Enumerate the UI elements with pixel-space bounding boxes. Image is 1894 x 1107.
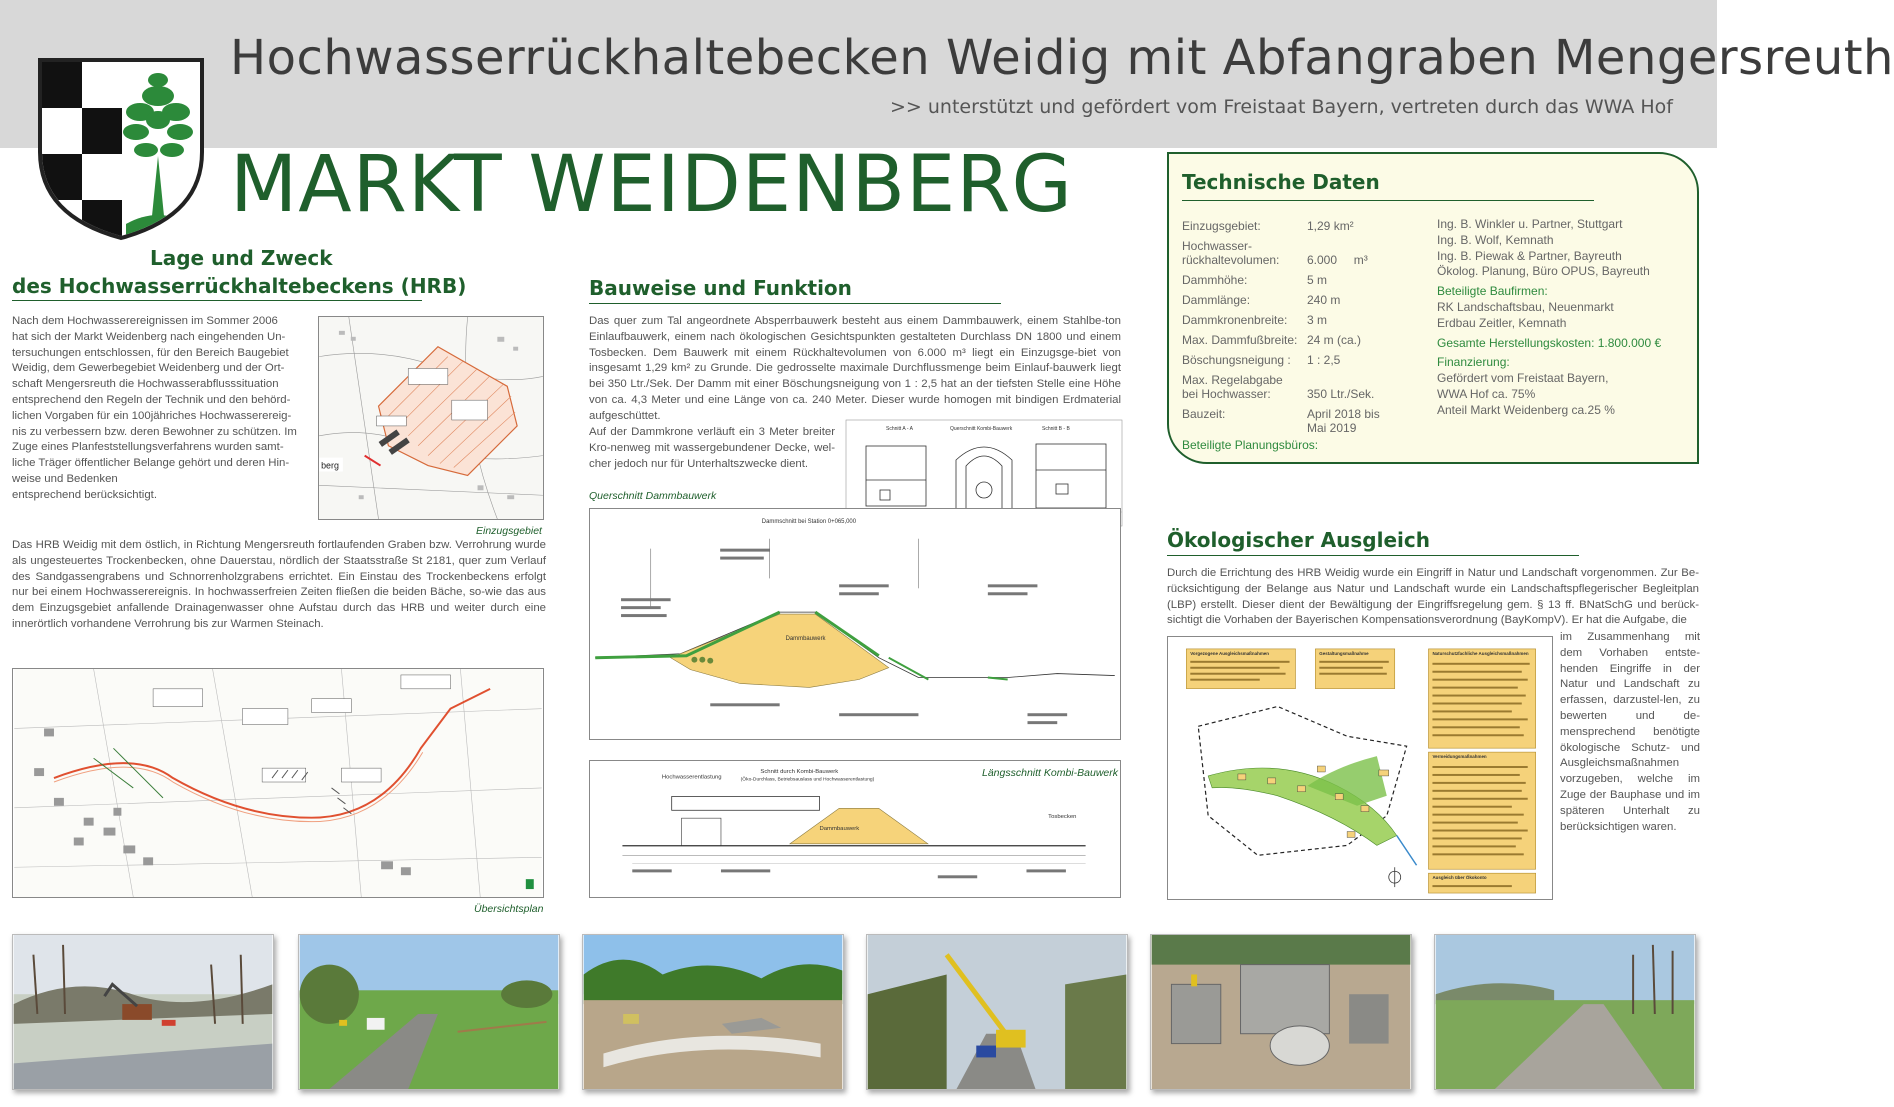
tech-key-regelabgabe-1: Max. Regelabgabe — [1182, 373, 1283, 387]
svg-text:Dammbauwerk: Dammbauwerk — [819, 825, 860, 832]
tech-planungsbueros-label: Beteiligte Planungsbüros: — [1182, 438, 1319, 452]
uebersichtsplan-map — [12, 668, 544, 898]
svg-text:Querschnitt Kombi-Bauwerk: Querschnitt Kombi-Bauwerk — [950, 426, 1013, 432]
svg-text:Schnitt durch Kombi-Bauwerk: Schnitt durch Kombi-Bauwerk — [760, 768, 839, 775]
bauweise-paragraph: Das quer zum Tal angeordnete Absperrbauwerk besteht aus einem Dammbauwerk, einem Stahlbe-ton Einlaufbauwerk, einem nach ökologischen Gesichtspunkten gestalteten Durchlass DN 1800 und einem Tosbecken. Dem Bauwerk mit einem Rückhaltevolumen von 6.000 m³ liegt ein Einzugsge-biet von insgesamt 1,29 km² zu Grunde. Die gedrosselte maximale Durchflussmenge beim Einlauf-bauwerk liegt bei 350 Ltr./Sek. Der Damm mit einer Böschungsneigung von 1 : 2,5 hat an der tiefsten Stelle eine Höhe von ca. 4,3 Meter und eine Länge von ca. 240 Meter. Dieser wurde homogen mit bindigen Erdmaterial aufgeschüttet. — [589, 315, 1121, 422]
einzugsgebiet-map — [318, 316, 544, 520]
oekologie-paragraph-narrow: im Zusammenhang mit dem Vorhaben entste-henden Eingriffe in der Natur und Landschaft zu erfassen, darzustel-len, zu bewerten und de-mensprechend benötigte ökologische Schutz- und Ausgleichsmaßnahmen vorzugeben, welche im Zuge der Bauphase und im späteren Unterhalt zu berücksichtigen waren. — [1560, 631, 1700, 833]
svg-text:Hochwasserentlastung: Hochwasserentlastung — [661, 774, 722, 781]
map-town-label: berg — [321, 460, 339, 471]
tech-key-dammhoehe: Dammhöhe: — [1182, 273, 1248, 287]
tech-value-dammfussbreite: 24 m (ca.) — [1307, 333, 1362, 347]
photo-field-road — [298, 934, 560, 1090]
bauweise-rule — [589, 303, 1001, 304]
svg-text:Ausgleich über Ökokonto: Ausgleich über Ökokonto — [1432, 875, 1487, 881]
tech-value-boeschung: 1 : 2,5 — [1307, 353, 1341, 367]
tech-value-bauzeit-2: Mai 2019 — [1307, 421, 1357, 435]
lage-heading-1: Lage und Zweck — [150, 246, 333, 270]
photo-finished-dam — [1434, 934, 1696, 1090]
lage-rule — [12, 300, 422, 301]
tech-value-kronenbreite: 3 m — [1307, 313, 1328, 327]
svg-text:Gestaltungsmaßnahme: Gestaltungsmaßnahme — [1319, 650, 1369, 656]
technische-daten-heading: Technische Daten — [1182, 170, 1380, 194]
lage-heading-2: des Hochwasserrückhaltebeckens (HRB) — [12, 274, 467, 298]
caption-einzugsgebiet: Einzugsgebiet — [476, 525, 542, 537]
tech-key-volumen-1: Hochwasser- — [1182, 239, 1253, 253]
tech-key-boeschung: Böschungsneigung : — [1182, 353, 1291, 367]
bauweise-heading: Bauweise und Funktion — [589, 276, 852, 300]
photo-crane — [866, 934, 1128, 1090]
svg-text:Schnitt B - B: Schnitt B - B — [1042, 426, 1070, 432]
bauweise-paragraph-narrow: Auf der Dammkrone verläuft ein 3 Meter breiter Kro-nenweg mit wassergebundener Decke, wel-cher jedoch nur für Unterhaltszwecke dient. — [589, 426, 835, 470]
tech-key-einzugsgebiet: Einzugsgebiet: — [1182, 219, 1261, 233]
tech-key-dammlaenge: Dammlänge: — [1182, 293, 1251, 307]
page-subtitle: >> unterstützt und gefördert vom Freistaat Bayern, vertreten durch das WWA Hof — [890, 96, 1673, 118]
technische-daten-rule — [1182, 200, 1594, 201]
lage-paragraph-2: Das HRB Weidig mit dem östlich, in Richtung Mengersreuth fortlaufenden Graben bzw. Verrohrung wurde als ungesteuertes Trockenbecken, ohne Dauerstau, nördlich der Staatsstraße St 2181, quer zum Verlauf des Sandgassengrabens und Schnorrenholzgrabens errichtet. Ein Einstau des Trockenbeckens erfolgt nur bei einem Hochwasserereignis. In hochwasserfreien Zeiten fließen die beiden Bäche, so-wie das aus dem Einzugsgebiet anfallende Drainagenwasser ohne Aufstau durch das HRB und weiter durch eine innerörtlich vorhandene Verrohrung bis zur Warmen Steinach. — [12, 539, 546, 630]
tech-value-dammlaenge: 240 m — [1307, 293, 1341, 307]
tech-value-dammhoehe: 5 m — [1307, 273, 1328, 287]
photo-excavator-winter — [12, 934, 274, 1090]
svg-text:Dammschnitt bei Station 0+065,: Dammschnitt bei Station 0+065,000 — [761, 518, 857, 525]
caption-laengsschnitt: Längsschnitt Kombi-Bauwerk — [982, 767, 1118, 779]
svg-text:Vermeidungsmaßnahmen: Vermeidungsmaßnahmen — [1432, 754, 1487, 760]
oekologie-rule — [1167, 555, 1579, 556]
caption-querschnitt: Querschnitt Dammbauwerk — [589, 490, 717, 502]
tech-value-bauzeit-1: April 2018 bis — [1307, 407, 1380, 421]
oekologie-paragraph: Durch die Errichtung des HRB Weidig wurde ein Eingriff in Natur und Landschaft vorgenommen. Zur Be-rücksichtigung der Belange aus Natur und Landschaft wurde ein Landschaftspflegerischer Begleitplan (LBP) erstellt. Dieser dient der Bewältigung der Eingriffsregelung gem. § 13 ff. BNatSchG und berück-sichtigt die Vorhaben der Bayerischen Kompensationsverordnung (BayKompV). Er hat die Aufgabe, die — [1167, 567, 1699, 627]
tech-value-regelabgabe: 350 Ltr./Sek. — [1307, 387, 1375, 401]
brand-title: MARKT WEIDENBERG — [230, 140, 1073, 230]
oekologie-plan — [1167, 636, 1553, 900]
tech-key-regelabgabe-2: bei Hochwasser: — [1182, 387, 1271, 401]
tech-key-bauzeit: Bauzeit: — [1182, 407, 1226, 421]
page-title: Hochwasserrückhaltebecken Weidig mit Abfangraben Mengersreuth — [230, 30, 1894, 86]
photo-concrete-structure — [1150, 934, 1412, 1090]
svg-text:Vorgezogene Ausgleichsmaßnahme: Vorgezogene Ausgleichsmaßnahmen — [1190, 650, 1269, 656]
tech-right-column: Ing. B. Winkler u. Partner, Stuttgart Ing. B. Wolf, Kemnath Ing. B. Piewak & Partner, Bayreuth Ökolog. Planung, Büro OPUS, Bayreuth Beteiligte Baufirmen: RK Landschaftsbau, Neuenmarkt Erdbau Zeitler, Kemnath Gesamte Herstellungskosten: 1.800.000 € Finanzierung: Gefördert vom Freistaat Bayern, WWA Hof ca. 75% Anteil Markt Weidenberg ca.25 % — [1437, 217, 1662, 417]
tech-value-volumen: 6.000 m³ — [1307, 253, 1368, 267]
oekologie-heading: Ökologischer Ausgleich — [1167, 528, 1430, 552]
svg-text:(Öko-Durchlass, Betriebsauslas: (Öko-Durchlass, Betriebsauslass und Hochwasserentlastung) — [740, 777, 875, 783]
svg-text:Naturschutzfachliche Ausgleich: Naturschutzfachliche Ausgleichsmaßnahmen — [1432, 650, 1529, 656]
coat-of-arms-icon — [36, 56, 206, 242]
tech-key-kronenbreite: Dammkronenbreite: — [1182, 313, 1288, 327]
svg-text:Dammbauwerk: Dammbauwerk — [785, 635, 826, 642]
tech-key-volumen-2: rückhaltevolumen: — [1182, 253, 1280, 267]
svg-text:Schnitt A - A: Schnitt A - A — [886, 426, 913, 432]
querschnitt-dammbauwerk-drawing — [589, 508, 1121, 740]
tech-key-dammfussbreite: Max. Dammfußbreite: — [1182, 333, 1298, 347]
svg-text:Tosbecken: Tosbecken — [1048, 814, 1077, 821]
caption-uebersichtsplan: Übersichtsplan — [474, 903, 544, 915]
tech-value-einzugsgebiet: 1,29 km² — [1307, 219, 1354, 233]
photo-construction-site — [582, 934, 844, 1090]
laengsschnitt-kombi-drawing — [589, 760, 1121, 898]
lage-paragraph-1: Nach dem Hochwasserereignissen im Sommer 2006 hat sich der Markt Weidenberg nach eingehenden Un- tersuchungen entschlossen, für den Bereich Baugebiet Weidig, dem Gewerbegebiet Weidenberg und der Ort- schaft Mengersreuth die Hochwasserabflusssituation entsprechend den Regeln der Technik und den behörd- lichen Vorgaben für ein 100jähriches Hochwasserereig- nis zu verbessern bzw. deren Bewohner zu schützen. Im Zuge eines Planfeststellungsverfahrens wurden samt- liche Träger öffentlicher Belange gehört und deren Hin- weise und Bedenken entsprechend berücksichtigt. — [12, 315, 297, 501]
